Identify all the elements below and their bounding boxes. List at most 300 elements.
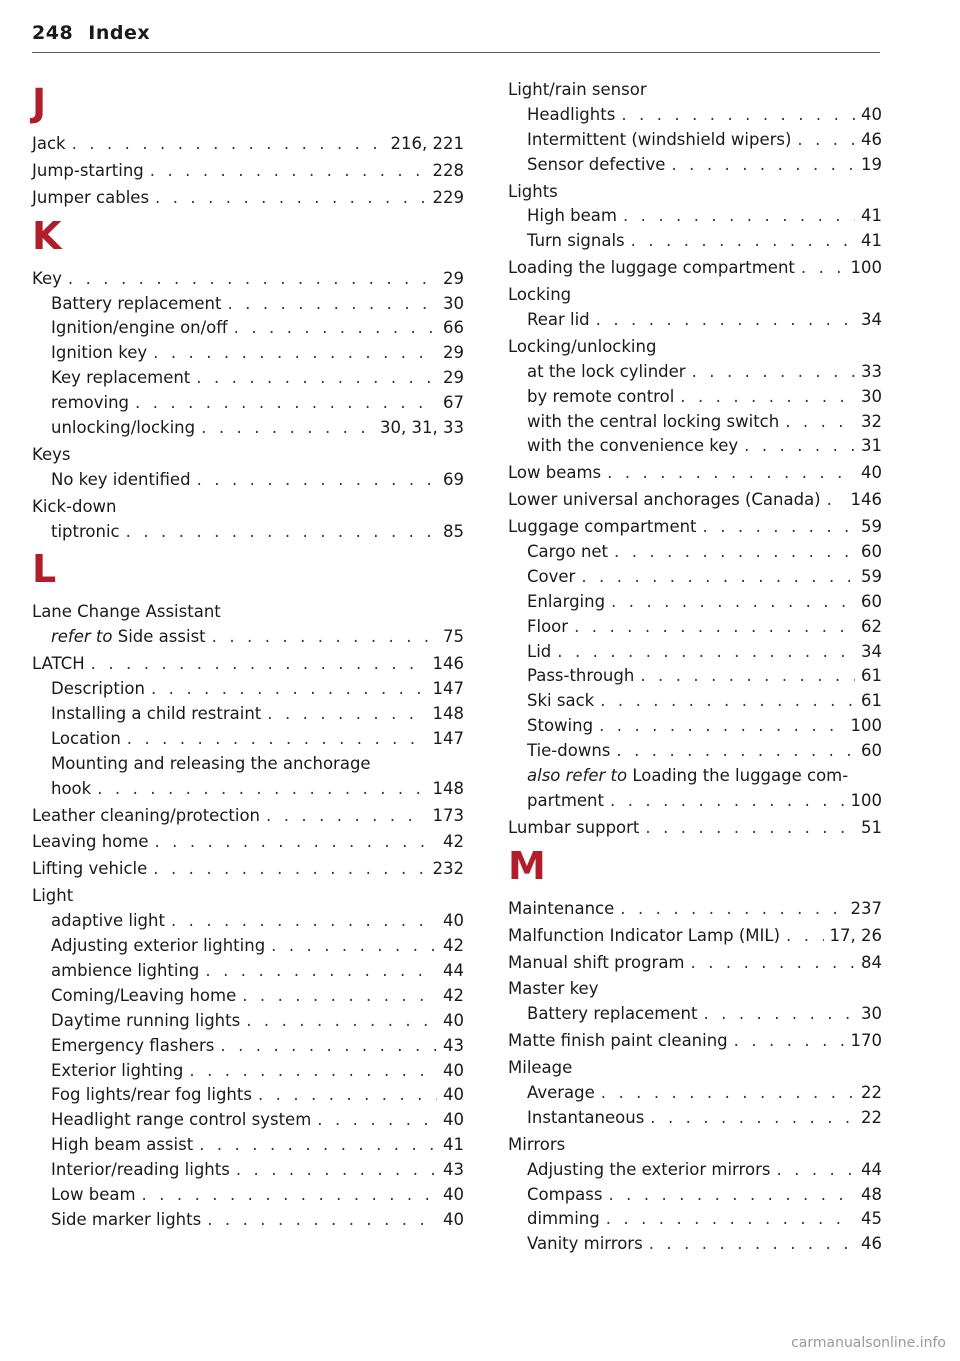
page-reference: 30, 31, 33 (380, 418, 464, 438)
entry-label (527, 1207, 600, 1232)
page-reference: 60 (861, 542, 882, 562)
entry-text: adaptive light (51, 911, 165, 931)
section-letter: L (32, 547, 57, 592)
dot-leader (258, 1083, 437, 1108)
page-reference: 228 (432, 160, 464, 180)
page-reference: 22 (861, 1082, 882, 1102)
dot-leader (142, 1183, 437, 1208)
index-subentry (32, 1183, 464, 1208)
dot-leader (786, 924, 824, 949)
entry-label (527, 590, 605, 615)
entry-text: Battery replacement (51, 293, 222, 313)
index-subentry (508, 204, 882, 229)
entry-label (508, 897, 614, 922)
dot-leader (599, 714, 844, 739)
entry-label (508, 335, 656, 360)
entry-text: Compass (527, 1184, 603, 1204)
dot-leader (201, 416, 374, 441)
dot-leader (671, 153, 855, 178)
section-letter: K (32, 213, 62, 258)
page-reference: 41 (861, 206, 882, 226)
entry-text: Floor (527, 616, 569, 636)
dot-leader (574, 615, 855, 640)
entry-text: Jump-starting (32, 160, 144, 180)
page-reference: 61 (861, 691, 882, 711)
entry-label (51, 727, 121, 752)
page-reference: 60 (861, 741, 882, 761)
index-subentry (508, 615, 882, 640)
entry-label (508, 1056, 572, 1081)
entry-label (51, 1208, 201, 1233)
entry-label (527, 664, 634, 689)
index-subentry (508, 739, 882, 764)
page-reference: 42 (443, 936, 464, 956)
entry-label (508, 977, 598, 1002)
index-subentry (508, 1081, 882, 1106)
dot-leader (606, 1207, 855, 1232)
dot-leader (135, 391, 437, 416)
entry-label (508, 461, 601, 486)
dot-leader (317, 1108, 437, 1133)
index-subentry (508, 565, 882, 590)
page-reference: 100 (850, 258, 882, 278)
page-reference: 147 (432, 728, 464, 748)
page-reference: 51 (861, 817, 882, 837)
entry-text: unlocking/locking (51, 418, 196, 438)
entry-label (527, 410, 779, 435)
dot-leader (266, 804, 426, 829)
dot-leader (212, 625, 437, 650)
entry-text: Mileage (508, 1058, 573, 1078)
entry-label (51, 416, 195, 441)
entry-text: hook (51, 778, 92, 798)
entry-label (51, 625, 206, 650)
entry-label (51, 702, 261, 727)
entry-text: Leaving home (32, 832, 149, 852)
entry-label (508, 488, 821, 513)
entry-label (527, 1232, 643, 1257)
page-reference: 148 (432, 704, 464, 724)
page-reference: 42 (443, 832, 464, 852)
entry-text: Enlarging (527, 591, 606, 611)
index-subentry (508, 434, 882, 459)
entry-label (51, 316, 228, 341)
entry-label (32, 804, 260, 829)
entry-text: Loading the luggage compartment (508, 258, 795, 278)
dot-leader (611, 590, 855, 615)
index-entry (508, 335, 882, 360)
entry-text: Interior/reading lights (51, 1160, 230, 1180)
entry-label (51, 341, 147, 366)
dot-leader (126, 520, 437, 545)
index-subentry (32, 1158, 464, 1183)
entry-text: Intermittent (windshield wipers) (527, 129, 792, 149)
dot-leader (151, 677, 427, 702)
index-subentry (508, 590, 882, 615)
entry-label (508, 283, 571, 308)
dot-leader (649, 1232, 855, 1257)
entry-text: Kick-down (32, 496, 117, 516)
entry-text: Stowing (527, 716, 594, 736)
page-reference: 19 (861, 154, 882, 174)
index-entry (508, 977, 882, 1002)
entry-text: Manual shift program (508, 952, 685, 972)
index-column-left (32, 70, 464, 1233)
entry-label (32, 830, 148, 855)
entry-text: Lifting vehicle (32, 859, 148, 879)
index-subentry (32, 677, 464, 702)
entry-text: Locking/unlocking (508, 336, 657, 356)
entry-label (51, 366, 190, 391)
page-reference: 75 (443, 627, 464, 647)
entry-label (51, 391, 129, 416)
page-reference: 43 (443, 1035, 464, 1055)
entry-text: Lid (527, 641, 552, 661)
entry-text: Battery replacement (527, 1004, 698, 1024)
entry-text: Jack (32, 134, 66, 153)
dot-leader (267, 702, 426, 727)
entry-label (527, 385, 674, 410)
dot-leader (608, 1183, 855, 1208)
entry-text: Lower universal anchorages (Canada) (508, 490, 821, 510)
page-header (32, 22, 880, 53)
index-subentry (508, 689, 882, 714)
dot-leader (196, 366, 437, 391)
index-subentry (508, 714, 882, 739)
dot-leader (205, 959, 437, 984)
entry-label (527, 103, 615, 128)
entry-text: Instantaneous (527, 1107, 645, 1127)
page-reference: 67 (443, 393, 464, 413)
index-entry (32, 495, 464, 520)
entry-label (508, 256, 795, 281)
entry-text: Exterior lighting (51, 1060, 184, 1080)
entry-text: Lights (508, 181, 558, 201)
index-subentry (508, 540, 882, 565)
page-reference: 170 (850, 1031, 882, 1051)
entry-label (527, 229, 625, 254)
page-reference: 40 (443, 1085, 464, 1105)
index-entry (32, 443, 464, 468)
index-subentry (32, 391, 464, 416)
index-entry (32, 600, 464, 625)
index-subentry (508, 410, 882, 435)
entry-label (51, 1183, 136, 1208)
entry-label (508, 1133, 565, 1158)
dot-leader (610, 789, 845, 814)
entry-text: Description (51, 679, 145, 699)
dot-leader (691, 951, 855, 976)
entry-label (51, 909, 165, 934)
dot-leader (616, 739, 855, 764)
entry-text: Loading the luggage com- (632, 766, 849, 786)
page-reference: 100 (850, 790, 882, 810)
index-subentry (32, 959, 464, 984)
index-entry (32, 652, 464, 677)
page-reference: 29 (443, 368, 464, 388)
entry-label (527, 689, 594, 714)
dot-leader (197, 468, 437, 493)
entry-label (51, 677, 145, 702)
page-reference: 237 (850, 898, 882, 918)
index-subentry (508, 229, 882, 254)
entry-label (527, 434, 738, 459)
entry-label (51, 1158, 230, 1183)
page-reference: 29 (443, 268, 464, 288)
dot-leader (801, 256, 845, 281)
dot-leader (623, 204, 855, 229)
entry-label (51, 1059, 183, 1084)
entry-text: Low beam (51, 1184, 136, 1204)
dot-leader (650, 1106, 855, 1131)
index-entry (508, 924, 882, 949)
page-reference: 44 (861, 1159, 882, 1179)
entry-label (508, 816, 639, 841)
index-subentry (32, 1108, 464, 1133)
index-entry (32, 884, 464, 909)
index-subentry (508, 664, 882, 689)
index-subentry (32, 468, 464, 493)
entry-text: High beam (527, 206, 617, 226)
dot-leader (154, 830, 437, 855)
entry-label (508, 924, 780, 949)
entry-label (51, 468, 191, 493)
entry-label (51, 1034, 214, 1059)
entry-label (527, 204, 617, 229)
index-entry (508, 488, 882, 513)
dot-leader (596, 308, 855, 333)
page-reference: 146 (850, 490, 882, 510)
entry-text: Daytime running lights (51, 1010, 241, 1030)
page-reference: 48 (861, 1184, 882, 1204)
dot-leader (645, 816, 855, 841)
dot-leader (72, 132, 385, 157)
entry-label (527, 789, 604, 814)
entry-text: Coming/Leaving home (51, 985, 237, 1005)
entry-label (527, 1002, 697, 1027)
page-reference: 32 (861, 411, 882, 431)
index-entry (508, 461, 882, 486)
index-subentry (508, 360, 882, 385)
entry-text: by remote control (527, 386, 675, 406)
entry-label (32, 443, 71, 468)
dot-leader (581, 565, 855, 590)
index-subentry (32, 625, 464, 650)
entry-text: Turn signals (527, 231, 625, 251)
entry-label (51, 934, 265, 959)
dot-leader (776, 1158, 855, 1183)
page-reference: 40 (443, 1060, 464, 1080)
dot-leader (601, 1081, 855, 1106)
entry-text: Vanity mirrors (527, 1234, 643, 1254)
entry-text: Key replacement (51, 368, 191, 388)
page-reference: 100 (850, 716, 882, 736)
index-subentry (32, 520, 464, 545)
entry-label (527, 308, 590, 333)
entry-label (527, 1183, 602, 1208)
watermark: carmanualsonline.info (791, 1335, 946, 1351)
entry-label (527, 714, 593, 739)
page-reference: 146 (432, 654, 464, 674)
entry-text: Adjusting the exterior mirrors (527, 1159, 771, 1179)
entry-text: Fog lights/rear fog lights (51, 1085, 252, 1105)
dot-leader (631, 229, 855, 254)
page-reference: 34 (861, 310, 882, 330)
index-subentry (32, 416, 464, 441)
page-reference: 44 (443, 960, 464, 980)
dot-leader (692, 360, 855, 385)
entry-text: Ignition/engine on/off (51, 318, 228, 338)
index-entry (508, 256, 882, 281)
entry-text: dimming (527, 1209, 600, 1229)
dot-leader (620, 897, 844, 922)
index-entry (508, 816, 882, 841)
dot-leader (199, 1133, 437, 1158)
dot-leader (189, 1059, 437, 1084)
entry-text: tiptronic (51, 521, 120, 541)
entry-text: Installing a child restraint (51, 704, 262, 724)
index-entry (32, 186, 464, 211)
index-subentry (508, 1002, 882, 1027)
entry-label (527, 128, 791, 153)
page-reference: 40 (443, 1110, 464, 1130)
page-reference: 66 (443, 318, 464, 338)
dot-leader (171, 909, 437, 934)
page-reference: 30 (443, 293, 464, 313)
page-reference: 43 (443, 1160, 464, 1180)
index-subentry (508, 1106, 882, 1131)
index-subentry (32, 752, 464, 777)
page-reference: 31 (861, 436, 882, 456)
page-reference: 40 (443, 1010, 464, 1030)
page-reference: 85 (443, 521, 464, 541)
entry-text: Jumper cables (32, 187, 150, 207)
page-reference: 59 (861, 517, 882, 537)
page-reference: 59 (861, 566, 882, 586)
entry-label (527, 153, 665, 178)
entry-label (508, 180, 558, 205)
entry-text: Average (527, 1082, 595, 1102)
index-entry (508, 515, 882, 540)
dot-leader (155, 186, 426, 211)
entry-text: Malfunction Indicator Lamp (MIL) (508, 925, 781, 945)
index-subentry (508, 153, 882, 178)
entry-label (508, 1029, 728, 1054)
page-reference: 22 (861, 1107, 882, 1127)
entry-label (527, 360, 686, 385)
index-subentry (32, 934, 464, 959)
index-subentry (508, 308, 882, 333)
page-reference: 30 (861, 1004, 882, 1024)
dot-leader (827, 488, 845, 513)
entry-text: at the lock cylinder (527, 361, 686, 381)
entry-label (51, 1108, 311, 1133)
index-subentry (32, 727, 464, 752)
page-reference: 232 (432, 859, 464, 879)
entry-label (508, 78, 647, 103)
entry-text: partment (527, 790, 604, 810)
entry-text: Mirrors (508, 1134, 566, 1154)
dot-leader (734, 1029, 845, 1054)
dot-leader (600, 689, 855, 714)
index-subentry (508, 640, 882, 665)
dot-leader (153, 857, 426, 882)
entry-text: Keys (32, 444, 71, 464)
page-reference: 46 (861, 129, 882, 149)
entry-text: ambience lighting (51, 960, 200, 980)
page-title: Index (88, 22, 151, 44)
index-subentry (508, 1158, 882, 1183)
entry-label (527, 615, 568, 640)
entry-text: Master key (508, 979, 599, 999)
entry-text: Key (32, 268, 62, 288)
entry-label (51, 292, 221, 317)
index-subentry (508, 128, 882, 153)
page-number: 248 (32, 22, 74, 44)
entry-text: Low beams (508, 463, 602, 483)
dot-leader (557, 640, 855, 665)
cross-reference-prefix: also refer to (527, 766, 628, 786)
page-reference: 40 (443, 1209, 464, 1229)
index-subentry (32, 984, 464, 1009)
entry-label (32, 186, 149, 211)
page-reference: 148 (432, 778, 464, 798)
index-entry (508, 1133, 882, 1158)
index-entry (508, 283, 882, 308)
entry-label (51, 752, 371, 777)
entry-text: Pass-through (527, 666, 635, 686)
index-subentry (508, 764, 882, 789)
entry-text: Adjusting exterior lighting (51, 936, 266, 956)
entry-label (51, 520, 120, 545)
entry-text: Light (32, 886, 74, 906)
entry-label (527, 1158, 770, 1183)
index-subentry (508, 1183, 882, 1208)
dot-leader (68, 267, 437, 292)
page-reference: 42 (443, 985, 464, 1005)
index-subentry (32, 1059, 464, 1084)
index-subentry (32, 1009, 464, 1034)
index-entry (32, 159, 464, 184)
index-entry (32, 267, 464, 292)
index-entry (508, 1056, 882, 1081)
dot-leader (227, 292, 437, 317)
dot-leader (271, 934, 437, 959)
page-reference: 40 (443, 1184, 464, 1204)
index-subentry (32, 1034, 464, 1059)
page-reference: 216, 221 (390, 134, 464, 153)
page-reference: 69 (443, 469, 464, 489)
entry-text: Lumbar support (508, 817, 640, 837)
entry-label (527, 540, 608, 565)
dot-leader (91, 652, 427, 677)
dot-leader (703, 515, 855, 540)
index-subentry (32, 341, 464, 366)
page-reference: 34 (861, 641, 882, 661)
index-subentry (508, 103, 882, 128)
dot-leader (744, 434, 855, 459)
page-reference: 29 (443, 343, 464, 363)
page-reference: 41 (443, 1135, 464, 1155)
entry-text: Sensor defective (527, 154, 666, 174)
entry-text: Side assist (117, 627, 206, 647)
dot-leader (640, 664, 855, 689)
index-entry (32, 804, 464, 829)
entry-label (32, 159, 144, 184)
index-column-right (508, 76, 882, 1257)
entry-text: Emergency flashers (51, 1035, 215, 1055)
entry-label (32, 884, 73, 909)
